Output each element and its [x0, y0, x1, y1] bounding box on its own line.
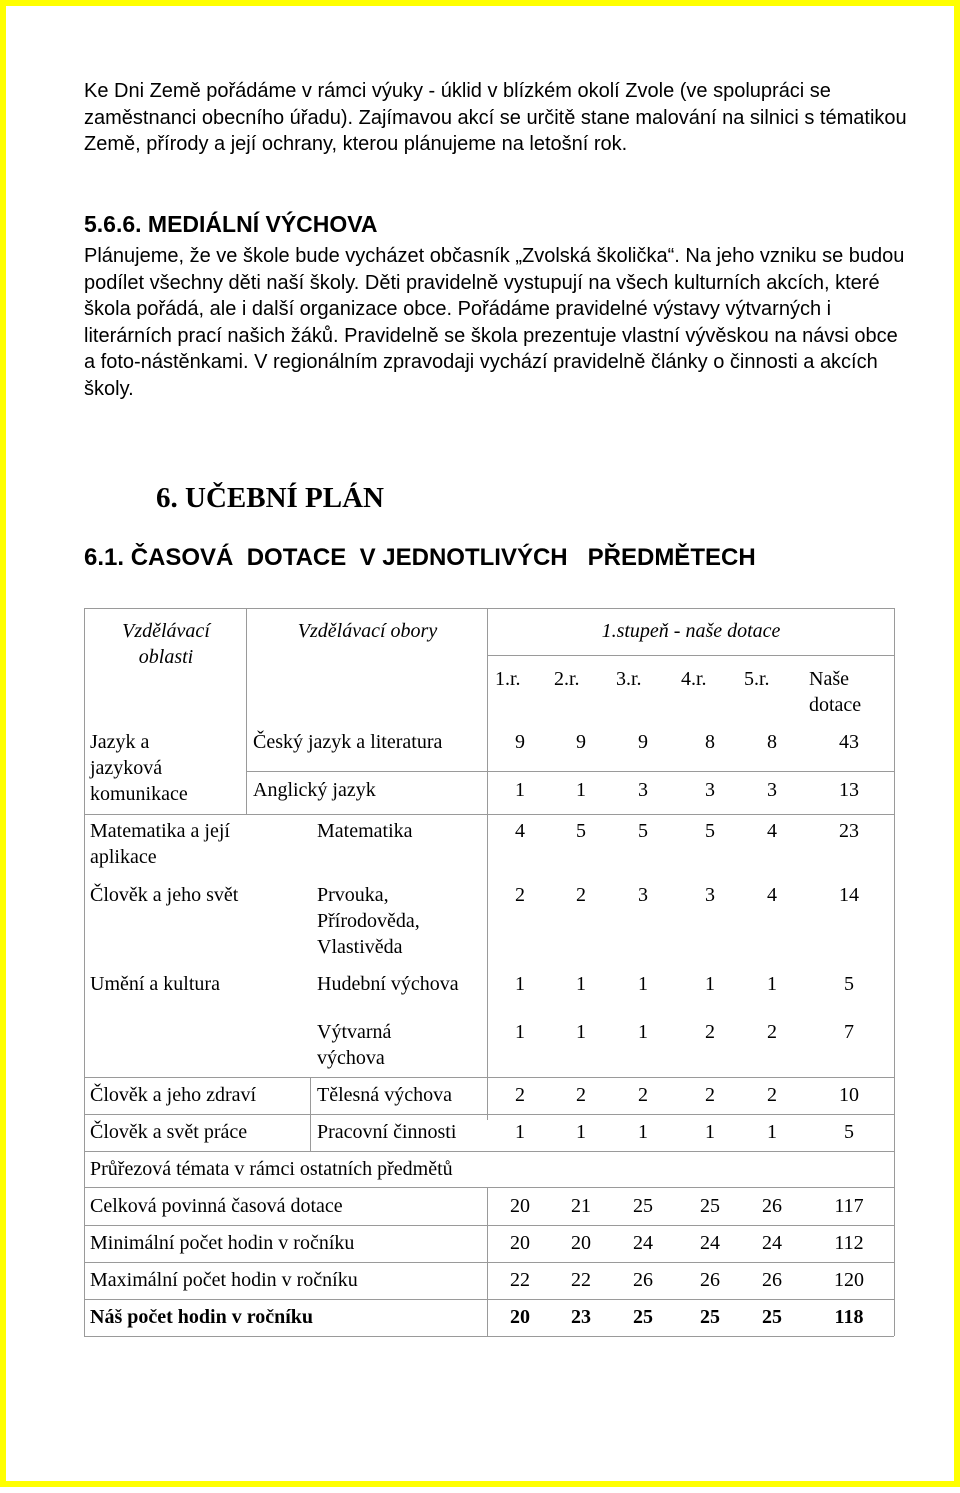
summary-label-ours: Náš počet hodin v ročníku	[90, 1306, 314, 1328]
summary-value: 25	[700, 1195, 720, 1217]
summary-label-max: Maximální počet hodin v ročníku	[90, 1269, 358, 1291]
summary-label-min: Minimální počet hodin v ročníku	[90, 1232, 355, 1254]
grid-line	[487, 1187, 488, 1336]
field-telesna: Tělesná výchova	[317, 1084, 452, 1106]
cell-value: 7	[844, 1021, 854, 1043]
cell-value: 2	[767, 1084, 777, 1106]
summary-value: 117	[834, 1195, 864, 1217]
header-fields: Vzdělávací obory	[297, 620, 438, 642]
field-prvouka-line1: Prvouka,	[317, 884, 389, 906]
table-border-top	[84, 608, 894, 609]
cell-value: 9	[638, 731, 648, 753]
cell-value: 13	[839, 779, 859, 801]
summary-value: 25	[762, 1306, 782, 1328]
summary-value: 26	[762, 1195, 782, 1217]
field-cesky: Český jazyk a literatura	[253, 731, 443, 753]
table-border-left	[84, 608, 85, 1336]
summary-value: 120	[834, 1269, 864, 1291]
grid-line	[84, 1077, 894, 1078]
summary-value: 24	[700, 1232, 720, 1254]
grid-line	[246, 608, 247, 814]
summary-value: 25	[700, 1306, 720, 1328]
cell-value: 3	[705, 779, 715, 801]
header-grade-3: 3.r.	[616, 668, 642, 690]
cell-value: 2	[638, 1084, 648, 1106]
cell-value: 8	[767, 731, 777, 753]
subsection-heading: 6.1. ČASOVÁ DOTACE V JEDNOTLIVÝCH PŘEDMĚTECH	[84, 544, 756, 571]
cell-value: 4	[767, 884, 777, 906]
summary-value: 23	[571, 1306, 591, 1328]
cell-value: 5	[844, 1121, 854, 1143]
table-border-bottom	[84, 1336, 894, 1337]
grid-line	[84, 1187, 894, 1188]
grid-line	[487, 608, 488, 1120]
cell-value: 4	[515, 820, 525, 842]
cell-value: 2	[705, 1084, 715, 1106]
cell-value: 1	[515, 779, 525, 801]
cell-value: 1	[705, 1121, 715, 1143]
field-vytvarna-line1: Výtvarná	[317, 1021, 392, 1043]
cell-value: 1	[767, 1121, 777, 1143]
field-matematika: Matematika	[317, 820, 413, 842]
area-mat-line1: Matematika a její	[90, 820, 230, 842]
cell-value: 5	[638, 820, 648, 842]
paragraph-media-education: Plánujeme, že ve škole bude vycházet občasník „Zvolská školička“. Na jeho vzniku se budou podílet všechny děti naší školy. Děti pravidelně vystupují na všech kulturních akcích, které škola pořádá, ale i další organizace obce. Pořádáme pravidelné výstavy výtvarných i literárních prací našich žáků. Pravidelně se škola prezentuje vlastní vývěskou na návsi obce a foto-nástěnkami. V regionálním zpravodaji vychází pravidelně články o činnosti a akcích školy.	[84, 245, 905, 400]
header-grade-2: 2.r.	[554, 668, 580, 690]
cell-value: 1	[705, 973, 715, 995]
summary-value: 24	[762, 1232, 782, 1254]
cell-value: 2	[767, 1021, 777, 1043]
area-jazyk-line3: komunikace	[90, 783, 188, 805]
cell-value: 1	[576, 1021, 586, 1043]
summary-value: 118	[834, 1306, 864, 1328]
grid-line	[84, 1299, 894, 1300]
cell-value: 1	[515, 973, 525, 995]
cell-value: 1	[515, 1121, 525, 1143]
cell-value: 23	[839, 820, 859, 842]
cell-value: 1	[576, 779, 586, 801]
section-heading-media-education: 5.6.6. MEDIÁLNÍ VÝCHOVA	[84, 211, 378, 237]
area-clovek-svet: Člověk a jeho svět	[90, 884, 239, 906]
summary-label-total: Celková povinná časová dotace	[90, 1195, 343, 1217]
cell-value: 3	[767, 779, 777, 801]
chapter-title: 6. UČEBNÍ PLÁN	[156, 482, 384, 514]
field-vytvarna-line2: výchova	[317, 1047, 385, 1069]
cell-value: 2	[576, 1084, 586, 1106]
summary-value: 25	[633, 1306, 653, 1328]
cell-value: 2	[515, 1084, 525, 1106]
header-total-line1: Naše	[809, 668, 849, 690]
grid-line	[246, 771, 894, 772]
header-grade-5: 5.r.	[744, 668, 770, 690]
cell-value: 1	[576, 973, 586, 995]
area-prace: Člověk a svět práce	[90, 1121, 248, 1143]
header-stage: 1.stupeň - naše dotace	[601, 620, 781, 642]
area-mat-line2: aplikace	[90, 846, 157, 868]
cell-value: 1	[638, 973, 648, 995]
area-jazyk-line2: jazyková	[90, 757, 163, 779]
field-prvouka-line2: Přírodověda,	[317, 910, 420, 932]
cell-value: 4	[767, 820, 777, 842]
cell-value: 3	[705, 884, 715, 906]
field-pracovni: Pracovní činnosti	[317, 1121, 457, 1143]
cell-value: 9	[515, 731, 525, 753]
summary-value: 22	[510, 1269, 530, 1291]
cell-value: 5	[576, 820, 586, 842]
grid-line	[84, 814, 894, 815]
cell-value: 2	[705, 1021, 715, 1043]
table-border-right	[894, 608, 895, 1336]
grid-line	[84, 1114, 894, 1115]
cell-value: 8	[705, 731, 715, 753]
summary-value: 112	[834, 1232, 864, 1254]
cell-value: 2	[515, 884, 525, 906]
cell-value: 2	[576, 884, 586, 906]
cell-value: 1	[515, 1021, 525, 1043]
cell-value: 9	[576, 731, 586, 753]
cell-value: 10	[839, 1084, 859, 1106]
cell-value: 14	[839, 884, 859, 906]
summary-value: 20	[571, 1232, 591, 1254]
grid-line	[310, 1077, 311, 1151]
cell-value: 5	[844, 973, 854, 995]
cell-value: 1	[638, 1121, 648, 1143]
header-area-line2: oblasti	[138, 646, 194, 668]
area-zdravi: Člověk a jeho zdraví	[90, 1084, 257, 1106]
summary-value: 24	[633, 1232, 653, 1254]
header-total-line2: dotace	[809, 694, 862, 716]
cell-value: 1	[576, 1121, 586, 1143]
grid-line	[84, 1151, 894, 1152]
summary-value: 22	[571, 1269, 591, 1291]
summary-value: 26	[633, 1269, 653, 1291]
field-hudebni: Hudební výchova	[317, 973, 459, 995]
header-grade-1: 1.r.	[495, 668, 521, 690]
summary-value: 26	[700, 1269, 720, 1291]
summary-value: 26	[762, 1269, 782, 1291]
paragraph-earth-day: Ke Dni Země pořádáme v rámci výuky - úklid v blízkém okolí Zvole (ve spolupráci se zaměstnanci obecního úřadu). Zajímavou akcí se určitě stane malování na silnici s tématikou Země, přírody a její ochrany, kterou plánujeme na letošní rok.	[84, 80, 907, 155]
cell-value: 5	[705, 820, 715, 842]
cell-value: 3	[638, 884, 648, 906]
cell-value: 3	[638, 779, 648, 801]
area-umeni: Umění a kultura	[90, 973, 220, 995]
summary-value: 20	[510, 1195, 530, 1217]
area-jazyk-line1: Jazyk a	[90, 731, 150, 753]
summary-value: 21	[571, 1195, 591, 1217]
grid-line	[487, 655, 894, 656]
header-grade-4: 4.r.	[681, 668, 707, 690]
summary-value: 20	[510, 1232, 530, 1254]
grid-line	[84, 1225, 894, 1226]
summary-value: 20	[510, 1306, 530, 1328]
field-anglicky: Anglický jazyk	[253, 779, 376, 801]
grid-line	[84, 1262, 894, 1263]
cross-topics: Průřezová témata v rámci ostatních předmětů	[90, 1158, 453, 1180]
header-area-line1: Vzdělávací	[122, 620, 210, 642]
cell-value: 1	[767, 973, 777, 995]
summary-value: 25	[633, 1195, 653, 1217]
cell-value: 1	[638, 1021, 648, 1043]
field-prvouka-line3: Vlastivěda	[317, 936, 403, 958]
cell-value: 43	[839, 731, 859, 753]
